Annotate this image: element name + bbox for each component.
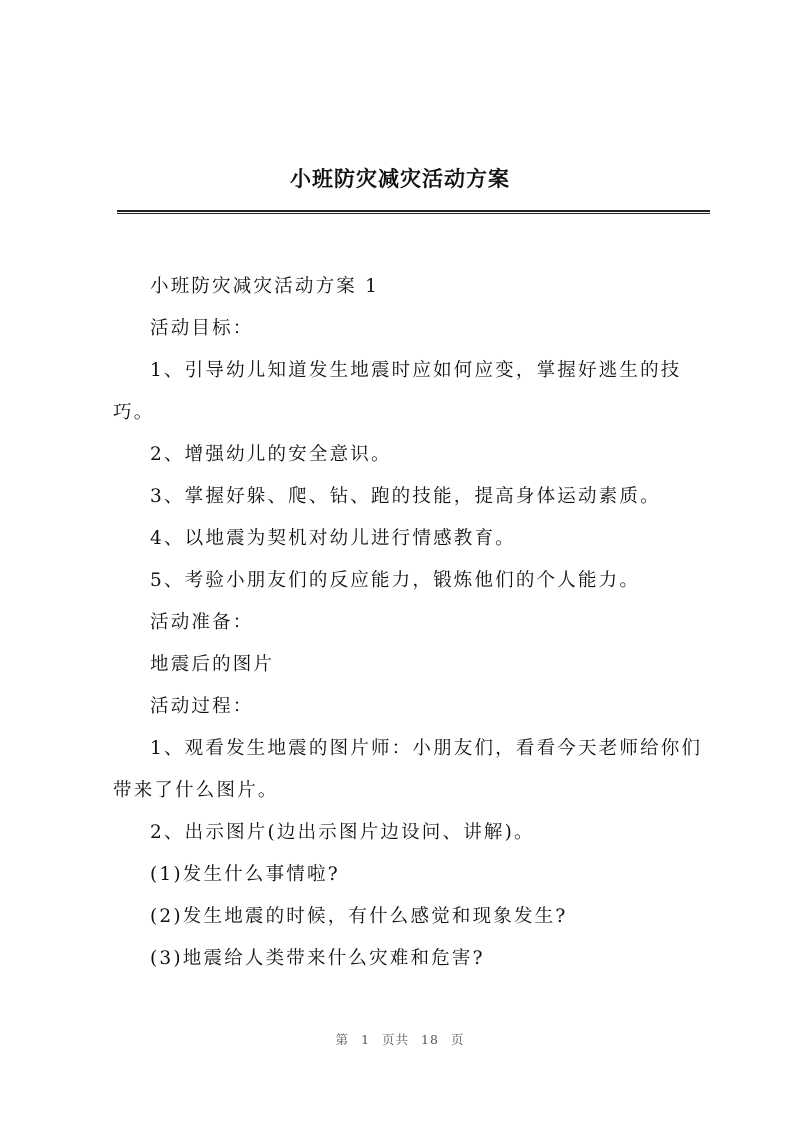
subheading-preparation: 活动准备： — [150, 612, 254, 633]
footer-suffix: 页 — [450, 1032, 465, 1047]
subheading-process: 活动过程： — [150, 696, 254, 717]
question-item: (1)发生什么事情啦? — [150, 864, 340, 885]
question-item: (3)地震给人类带来什么灾难和危害? — [150, 948, 485, 969]
goal-item: 2、增强幼儿的安全意识。 — [150, 444, 392, 465]
title-divider — [117, 210, 710, 214]
goal-item: 1、引导幼儿知道发生地震时应如何应变，掌握好逃生的技巧。 — [113, 360, 682, 423]
goal-item: 5、考验小朋友们的反应能力，锻炼他们的个人能力。 — [150, 570, 641, 591]
process-step: 2、出示图片(边出示图片边设问、讲解)。 — [150, 822, 535, 843]
document-title: 小班防灾减灾活动方案 — [290, 166, 510, 191]
goal-item: 4、以地震为契机对幼儿进行情感教育。 — [150, 528, 516, 549]
footer-prefix: 第 — [335, 1032, 350, 1047]
question-item: (2)发生地震的时候，有什么感觉和现象发生? — [150, 906, 568, 927]
current-page-number: 1 — [361, 1032, 371, 1047]
page-footer — [0, 1030, 800, 1048]
footer-middle: 页共 — [382, 1032, 410, 1047]
goal-item: 3、掌握好躲、爬、钻、跑的技能，提高身体运动素质。 — [150, 486, 661, 507]
process-step: 1、观看发生地震的图片师：小朋友们，看看今天老师给你们带来了什么图片。 — [113, 738, 703, 801]
document-body — [113, 266, 703, 980]
total-pages-number: 18 — [421, 1032, 439, 1047]
preparation-item: 地震后的图片 — [150, 654, 275, 675]
section-heading: 小班防灾减灾活动方案 1 — [150, 276, 380, 297]
subheading-goals: 活动目标： — [150, 318, 254, 339]
